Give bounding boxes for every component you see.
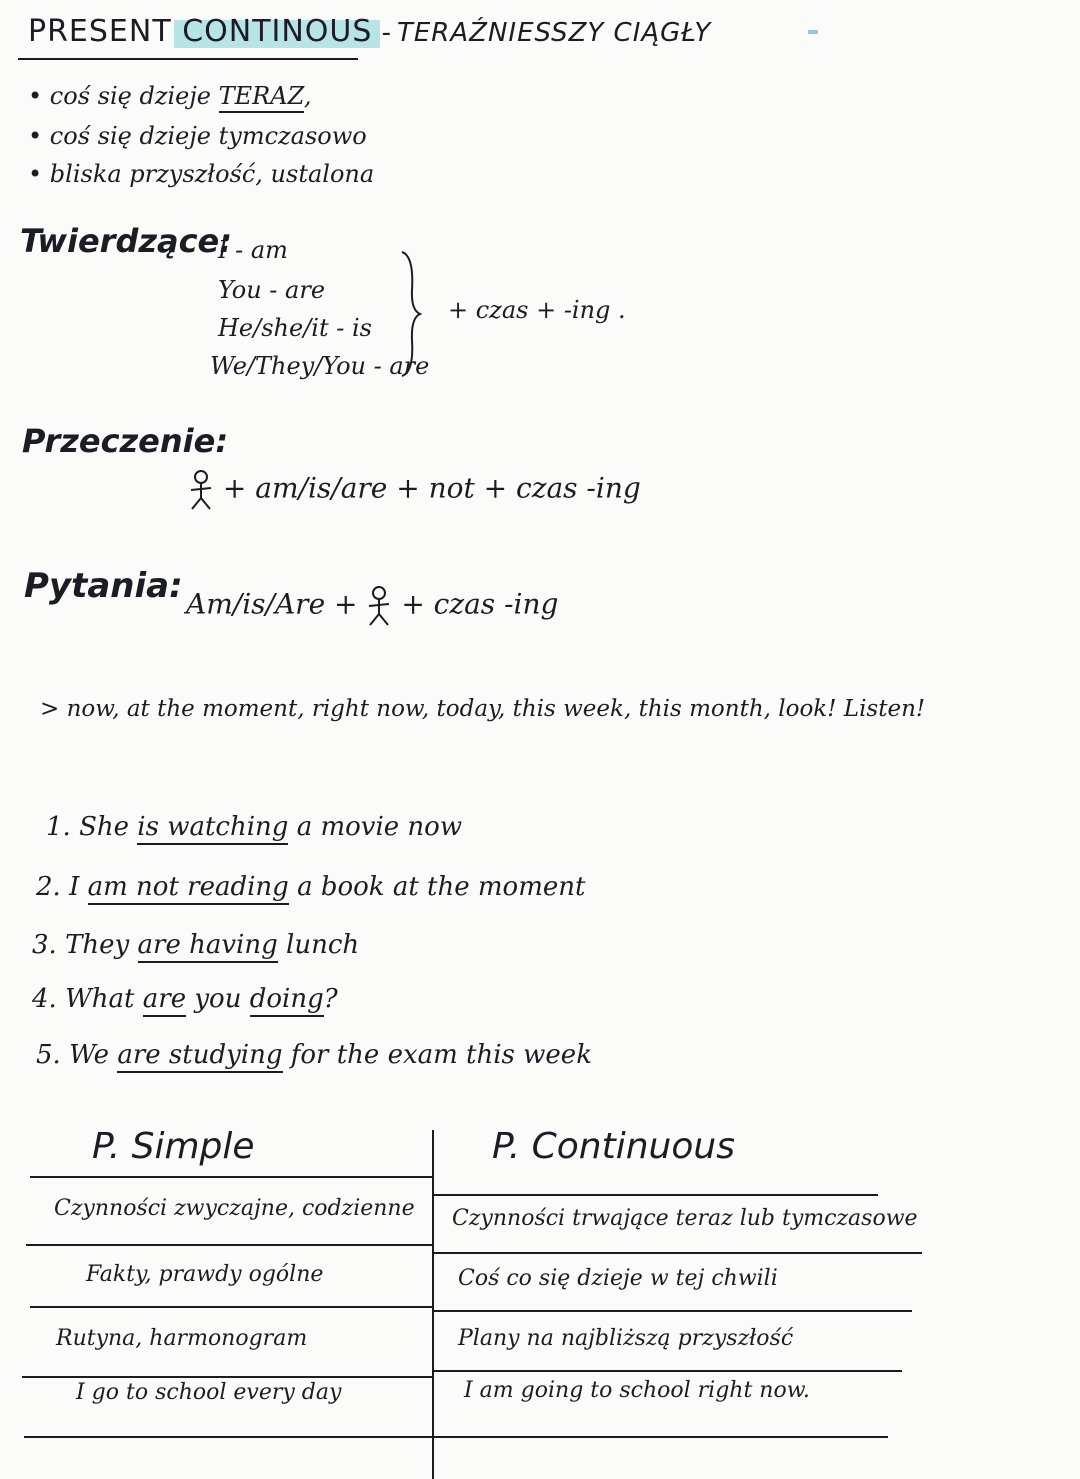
- person-icon: [366, 586, 392, 626]
- table-line: [30, 1176, 432, 1178]
- time-expressions: > now, at the moment, right now, today, this week, this month, look! Listen!: [40, 696, 926, 722]
- table-cell: Czynności zwyczajne, codzienne: [54, 1196, 415, 1221]
- use-text: coś się dzieje: [49, 82, 211, 110]
- example-rest: a book at the moment: [297, 872, 586, 902]
- use-emphasis: TERAZ: [219, 82, 304, 113]
- title-separator: -: [381, 18, 392, 48]
- example-number: 4.: [32, 984, 57, 1014]
- table-cell: Czynności trwające teraz lub tymczasowe: [452, 1206, 918, 1231]
- example-verb: doing: [250, 984, 324, 1017]
- affirmative-rule: + czas + -ing .: [448, 296, 626, 324]
- table-line: [26, 1244, 432, 1246]
- example-verb: are studying: [117, 1040, 282, 1073]
- table-cell: Rutyna, harmonogram: [56, 1326, 308, 1351]
- use-item-3: • bliska przyszłość, ustalona: [28, 160, 375, 188]
- questions-formula: [186, 586, 558, 626]
- table-cell: I go to school every day: [76, 1380, 342, 1405]
- example-number: 1.: [46, 812, 71, 842]
- title-underline: [18, 58, 358, 60]
- example-subject: What: [65, 984, 135, 1014]
- example-verb: are: [143, 984, 186, 1017]
- use-text: coś się dzieje tymczasowo: [49, 122, 367, 150]
- example-number: 5.: [36, 1040, 61, 1070]
- table-cell: Fakty, prawdy ogólne: [86, 1262, 324, 1287]
- questions-label: Pytania:: [24, 566, 183, 606]
- example-rest: for the exam this week: [290, 1040, 592, 1070]
- table-cell: Plany na najbliższą przyszłość: [458, 1326, 794, 1351]
- affirmative-row: He/she/it - is: [218, 314, 372, 342]
- negative-formula: [188, 470, 641, 510]
- negative-label: Przeczenie:: [22, 422, 229, 460]
- use-suffix: ,: [303, 82, 312, 110]
- use-text: bliska przyszłość, ustalona: [49, 160, 375, 188]
- questions-formula-pre: Am/is/Are +: [186, 587, 358, 621]
- affirmative-row: You - are: [218, 276, 326, 304]
- example-number: 2.: [36, 872, 61, 902]
- use-item-2: • coś się dzieje tymczasowo: [28, 122, 367, 150]
- example-subject: I: [69, 872, 80, 902]
- use-item-1: • coś się dzieje TERAZ,: [28, 82, 311, 110]
- example-rest: lunch: [286, 930, 360, 960]
- example-number: 3.: [32, 930, 57, 960]
- table-line: [432, 1310, 912, 1312]
- example-subject: They: [65, 930, 130, 960]
- example-verb: am not reading: [88, 872, 289, 905]
- example-sentence: [46, 812, 462, 842]
- table-line: [432, 1370, 902, 1372]
- example-sentence: [32, 930, 359, 960]
- questions-formula-post: + czas -ing: [401, 587, 559, 621]
- title-main: PRESENT CONTINOUS: [24, 14, 376, 49]
- brace-icon: [400, 250, 422, 378]
- table-header-continuous: P. Continuous: [492, 1126, 735, 1167]
- title-translation: TERAŹNIESSZY CIĄGŁY: [397, 18, 712, 48]
- example-subject: you: [194, 984, 242, 1014]
- person-icon: [188, 470, 214, 510]
- table-header-simple: P. Simple: [92, 1126, 255, 1167]
- example-sentence: [36, 1040, 592, 1070]
- example-subject: She: [79, 812, 130, 842]
- example-rest: a movie now: [296, 812, 463, 842]
- affirmative-row: I - am: [218, 236, 288, 264]
- example-sentence: [32, 984, 338, 1014]
- table-line: [24, 1436, 432, 1438]
- page-title: [24, 14, 711, 49]
- example-sentence: [36, 872, 585, 902]
- table-line: [432, 1194, 878, 1196]
- table-line: [30, 1306, 432, 1308]
- table-cell: I am going to school right now.: [464, 1378, 810, 1403]
- table-line: [432, 1252, 922, 1254]
- example-subject: We: [69, 1040, 110, 1070]
- table-cell: Coś co się dzieje w tej chwili: [458, 1266, 778, 1291]
- affirmative-row: We/They/You - are: [210, 352, 430, 380]
- table-line: [432, 1436, 888, 1438]
- table-line: [22, 1376, 432, 1378]
- example-verb: are having: [138, 930, 278, 963]
- pen-mark: [808, 30, 818, 34]
- negative-formula-text: + am/is/are + not + czas -ing: [222, 471, 641, 505]
- example-rest: ?: [323, 984, 338, 1014]
- table-divider: [432, 1130, 434, 1479]
- affirmative-label: Twierdzące:: [20, 222, 233, 260]
- example-verb: is watching: [137, 812, 288, 845]
